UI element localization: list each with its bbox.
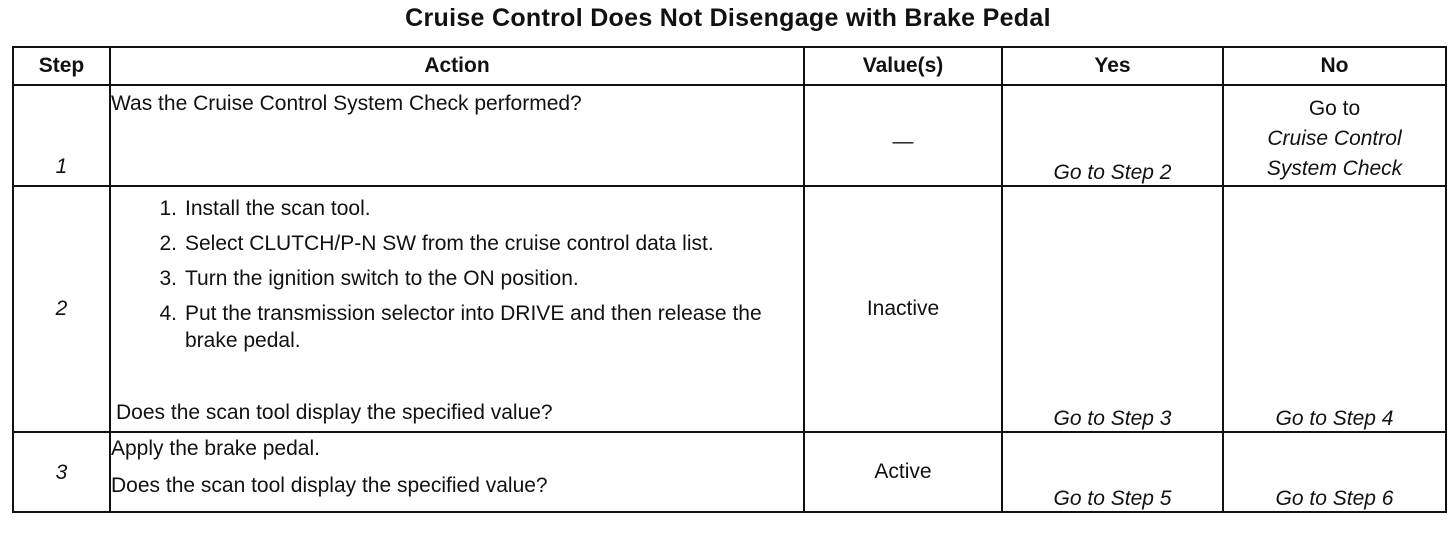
list-item [111,195,803,222]
action-cell [110,432,804,512]
action-cell [110,85,804,186]
step-number-text: 3 [55,461,68,484]
list-item-text: Select CLUTCH/P-N SW from the cruise control data list. [185,232,714,255]
table-row [13,186,1446,432]
list-item-number: 3. [159,267,177,290]
list-item [111,300,803,354]
yes-cell [1002,432,1223,512]
list-item-text: Put the transmission selector into DRIVE and then release the brake pedal. [185,302,762,352]
no-link[interactable]: Go to Step 6 [1275,487,1394,510]
header-action: Action [110,47,804,85]
table-header-row [13,47,1446,85]
no-link-line1[interactable]: Cruise Control [1267,127,1402,150]
diagnostic-table [12,46,1447,513]
value-text: Active [874,460,932,483]
header-values: Value(s) [804,47,1002,85]
action-cell [110,186,804,432]
no-link[interactable]: Go to Step 4 [1275,407,1394,430]
step-number [13,186,110,432]
table-row [13,85,1446,186]
no-cell [1223,432,1446,512]
no-link-line2[interactable]: System Check [1266,157,1403,180]
action-line: Apply the brake pedal. [111,437,320,460]
action-question: Does the scan tool display the specified value? [116,401,553,424]
header-no: No [1223,47,1446,85]
list-item-number: 1. [159,197,177,220]
list-item-number: 2. [159,232,177,255]
header-yes: Yes [1002,47,1223,85]
value-text: — [892,130,914,153]
yes-cell [1002,186,1223,432]
value-text: Inactive [866,297,940,320]
no-cell [1223,85,1446,186]
yes-link[interactable]: Go to Step 2 [1053,161,1172,184]
step-number-text: 2 [55,297,68,320]
page-title: Cruise Control Does Not Disengage with Brake Pedal [405,4,1051,32]
header-step: Step [13,47,110,85]
list-item-text: Install the scan tool. [185,197,371,220]
value-cell [804,85,1002,186]
list-item-text: Turn the ignition switch to the ON position. [185,267,579,290]
value-cell [804,186,1002,432]
table-row [13,432,1446,512]
action-question: Does the scan tool display the specified value? [111,474,548,497]
step-number-text: 1 [55,155,68,178]
list-item [111,265,803,292]
yes-link[interactable]: Go to Step 5 [1053,487,1172,510]
action-steps-list [111,195,803,354]
yes-cell [1002,85,1223,186]
step-number [13,432,110,512]
value-cell [804,432,1002,512]
list-item-number: 4. [159,302,177,325]
list-item [111,230,803,257]
no-prefix: Go to [1308,97,1361,120]
step-number [13,85,110,186]
action-question: Was the Cruise Control System Check performed? [111,92,582,115]
yes-link[interactable]: Go to Step 3 [1053,407,1172,430]
no-cell [1223,186,1446,432]
